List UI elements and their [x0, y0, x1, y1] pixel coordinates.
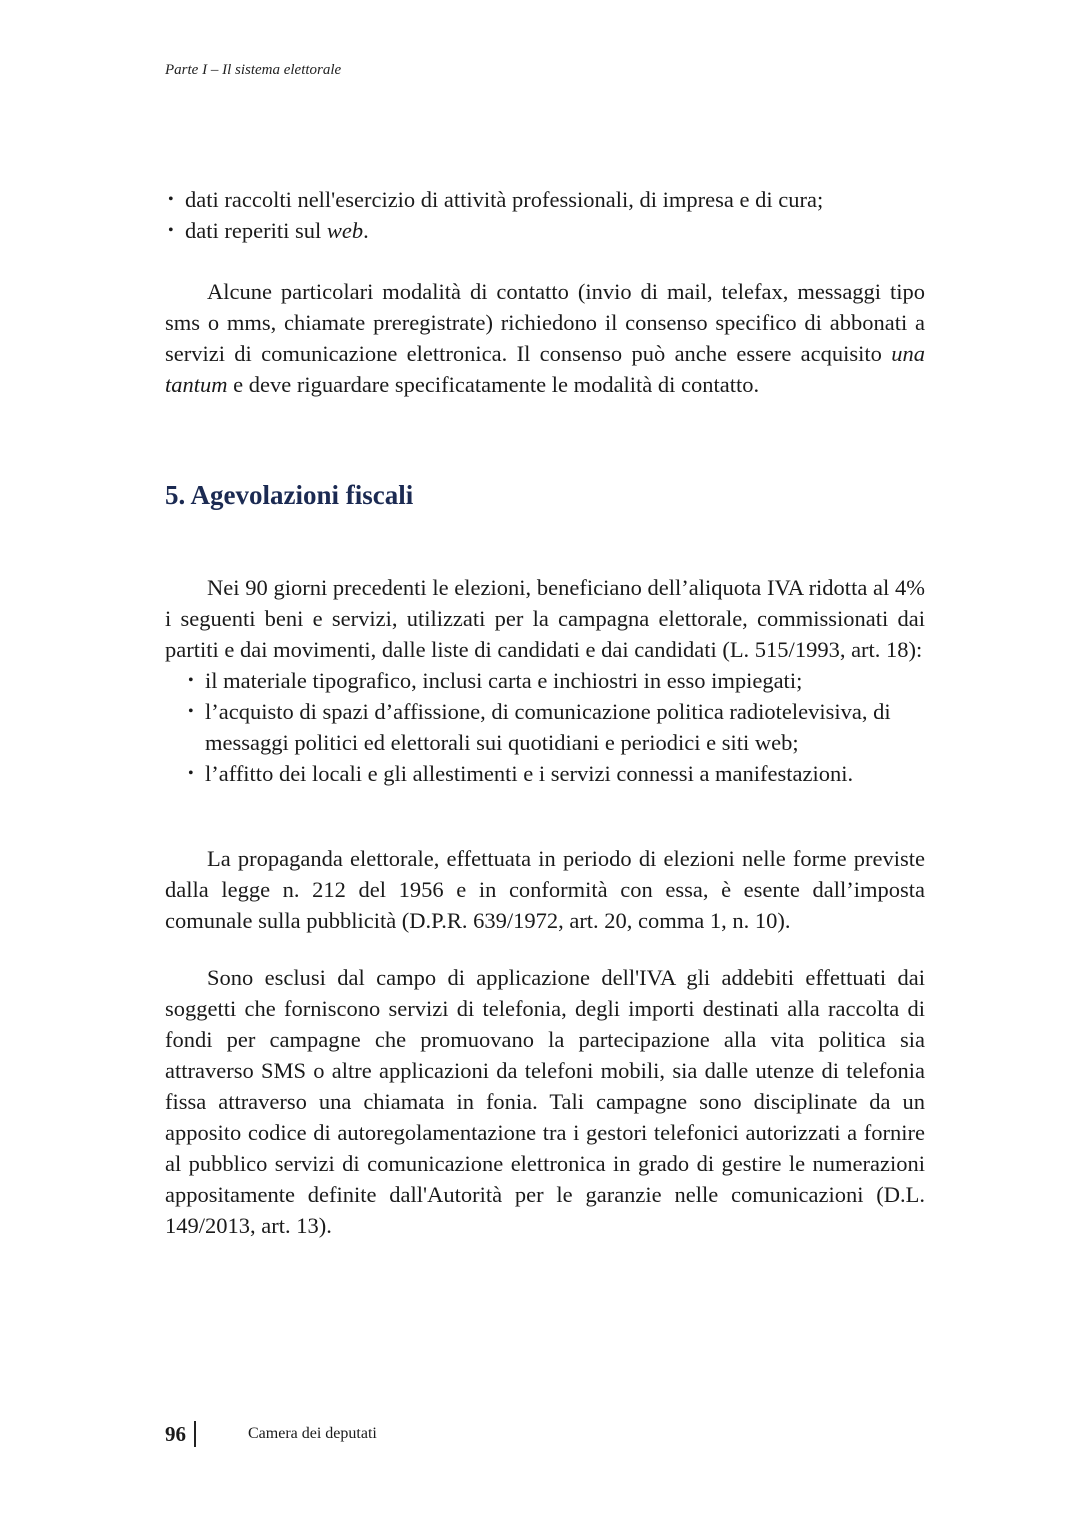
footer-divider	[194, 1421, 196, 1447]
paragraph-iva: Nei 90 giorni precedenti le elezioni, beneficiano dell’aliquota IVA ridotta al 4% i seguenti beni e servizi, utilizzati per la campagna elettorale, commissionati dai partiti e dai movimenti, dalle liste di candidati e dai candidati (L. 515/1993, art. 18):	[165, 575, 925, 662]
list-item-text: dati reperiti sul	[185, 218, 327, 243]
list-item: • l’acquisto di spazi d’affissione, di comunicazione politica radiotelevisiva, di messaggi politici ed elettorali sui quotidiani e periodici e siti web;	[165, 696, 925, 758]
section-heading: 5. Agevolazioni fiscali	[165, 480, 414, 510]
paragraph-italic: una tantum	[165, 341, 925, 397]
list-item-italic: web	[326, 218, 364, 243]
paragraph-telephony: Sono esclusi dal campo di applicazione dell'IVA gli addebiti effettuati dai soggetti che forniscono servizi di telefonia, degli importi destinati alla raccolta di fondi per campagne che promuovano la partecipazione alla vita politica sia attraverso SMS o altre applicazioni da telefoni mobili, sia dalle utenze di telefonia fissa attraverso una chiamata in fonia. Tali campagne sono disciplinate da un apposito codice di autoregolamentazione tra i gestori telefonici autorizzati a fornire al pubblico servizi di comunicazione elettronica in grado di gestire le numerazioni appositamente definite dall'Autorità per le garanzie nelle comunicazioni (D.L. 149/2013, art. 13).	[165, 965, 925, 1238]
page-number: 96	[165, 1421, 186, 1446]
list-item: • dati raccolti nell'esercizio di attività professionali, di impresa e di cura;	[165, 184, 925, 215]
section-body-iva	[165, 572, 925, 789]
page-footer	[165, 1421, 377, 1447]
publisher-name: Camera dei deputati	[248, 1425, 377, 1442]
list-item-text: .	[363, 218, 369, 243]
list-item: • l’affitto dei locali e gli allestimenti e i servizi connessi a manifestazioni.	[165, 758, 925, 789]
paragraph-text: e deve riguardare specificatamente le modalità di contatto.	[227, 372, 760, 397]
paragraph-text: Alcune particolari modalità di contatto (invio di mail, telefax, messaggi tipo sms o mms, chiamate preregistrate) richiedono il consenso specifico di abbonati a servizi di comunicazione elettronica. Il consenso può anche essere acquisito	[165, 279, 925, 366]
bullet-list-data-sources	[165, 184, 925, 246]
list-item: • il materiale tipografico, inclusi carta e inchiostri in esso impiegati;	[165, 665, 925, 696]
paragraph-propaganda: La propaganda elettorale, effettuata in periodo di elezioni nelle forme previste dalla legge n. 212 del 1956 e in conformità con essa, è esente dall’imposta comunale sulla pubblicità (D.P.R. 639/1972, art. 20, comma 1, n. 10).	[165, 846, 925, 933]
list-item	[165, 215, 925, 246]
paragraph-contact-consent	[165, 276, 925, 400]
bullet-list-iva	[165, 665, 925, 789]
running-head: Parte I – Il sistema elettorale	[165, 62, 342, 78]
